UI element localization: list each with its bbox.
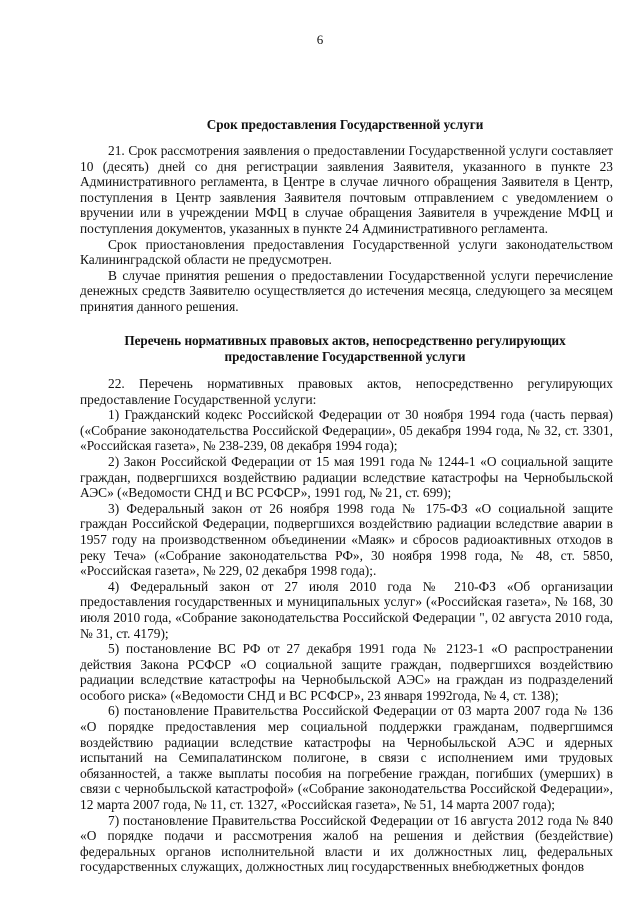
list-item-2: 2) Закон Российской Федерации от 15 мая 1991 года № 1244-1 «О социальной защите граждан, подвергшихся воздействию радиации вследствие катастрофы на Чернобыльской АЭС» («Ведомости СНД и ВС РСФСР», 1991 год, № 21, ст. 699); [80,453,613,501]
list-item-7: 7) постановление Правительства Российской Федерации от 16 августа 2012 года № 840 «О порядке подачи и рассмотрения жалоб на решения и действия (бездействие) федеральных органов исполнительной власти и их должностных лиц, федеральных государственных служащих, должностных лиц государственных внебюджетных фондов [80,812,613,875]
paragraph-22: 22. Перечень нормативных правовых актов, непосредственно регулирующих предоставление Государственной услуги: [80,376,613,407]
section-body-legal-acts [80,376,613,875]
paragraph-payment: В случае принятия решения о предоставлении Государственной услуги перечисление денежных средств Заявителю осуществляется до истечения месяца, следующего за месяцем принятия данного решения. [80,267,613,314]
list-item-4: 4) Федеральный закон от 27 июля 2010 года № 210-ФЗ «Об организации предоставления государственных и муниципальных услуг» («Российская газета», № 168, 30 июля 2010 года, «Собрание законодательства Российской Федерации ", 02 августа 2010 года, № 31, ст. 4179); [80,578,613,641]
list-item-3: 3) Федеральный закон от 26 ноября 1998 года № 175-ФЗ «О социальной защите граждан Российской Федерации, подвергшихся воздействию радиации вследствие аварии в 1957 году на производственном объединении «Маяк» и сбросов радиоактивных отходов в реку Теча» («Собрание законодательства РФ», 30 ноября 1998 года, № 48, ст. 5850, «Российская газета», № 229, 02 декабря 1998 года);. [80,500,613,579]
list-item-6: 6) постановление Правительства Российской Федерации от 03 марта 2007 года № 136 «О порядке предоставления мер социальной поддержки гражданам, подвергшимся воздействию радиации вследствие катастрофы на Чернобыльской АЭС и ядерных испытаний на Семипалатинском полигоне, в связи с исполнением ими трудовых обязанностей, а также выплаты пособия на погребение граждан, погибших (умерших) в связи с чернобыльской катастрофой» («Собрание законодательства Российской Федерации», 12 марта 2007 года, № 11, ст. 1327, «Российская газета», № 51, 14 марта 2007 года); [80,703,613,813]
section-body-term [80,143,613,315]
section-heading-term: Срок предоставления Государственной услуги [206,117,484,132]
list-item-5: 5) постановление ВС РФ от 27 декабря 1991 года № 2123-1 «О распространении действия Закона РСФСР «О социальной защите граждан, подвергшихся воздействию радиации вследствие катастрофы на Чернобыльской АЭС» на граждан из подразделений особого риска» («Ведомости СНД и ВС РСФСР», 23 января 1992года, № 4, ст. 138); [80,641,613,703]
list-item-1: 1) Гражданский кодекс Российской Федерации от 30 ноября 1994 года (часть первая) («Собрание законодательства Российской Федерации», 05 декабря 1994 года, № 32, ст. 3301, «Российская газета», № 238-239, 08 декабря 1994 года); [80,407,613,454]
paragraph-suspension: Срок приостановления предоставления Государственной услуги законодательством Калининградской области не предусмотрен. [80,236,613,268]
page-number: 6 [316,32,324,47]
section-heading-legal-acts: Перечень нормативных правовых актов, непосредственно регулирующих предоставление Государственной услуги [124,333,566,364]
paragraph-21: 21. Срок рассмотрения заявления о предоставлении Государственной услуги составляет 10 (десять) дней со дня регистрации заявления Заявителя, указанного в пункте 23 Административного регламента, в Центре в случае личного обращения Заявителя в Центр, поступления в Центр заявления Заявителя почтовым отправлением с уведомлением о вручении или в учреждении МФЦ в случае обращения Заявителя в учреждение МФЦ и поступления документов, указанных в пункте 24 Административного регламента. [80,143,613,236]
